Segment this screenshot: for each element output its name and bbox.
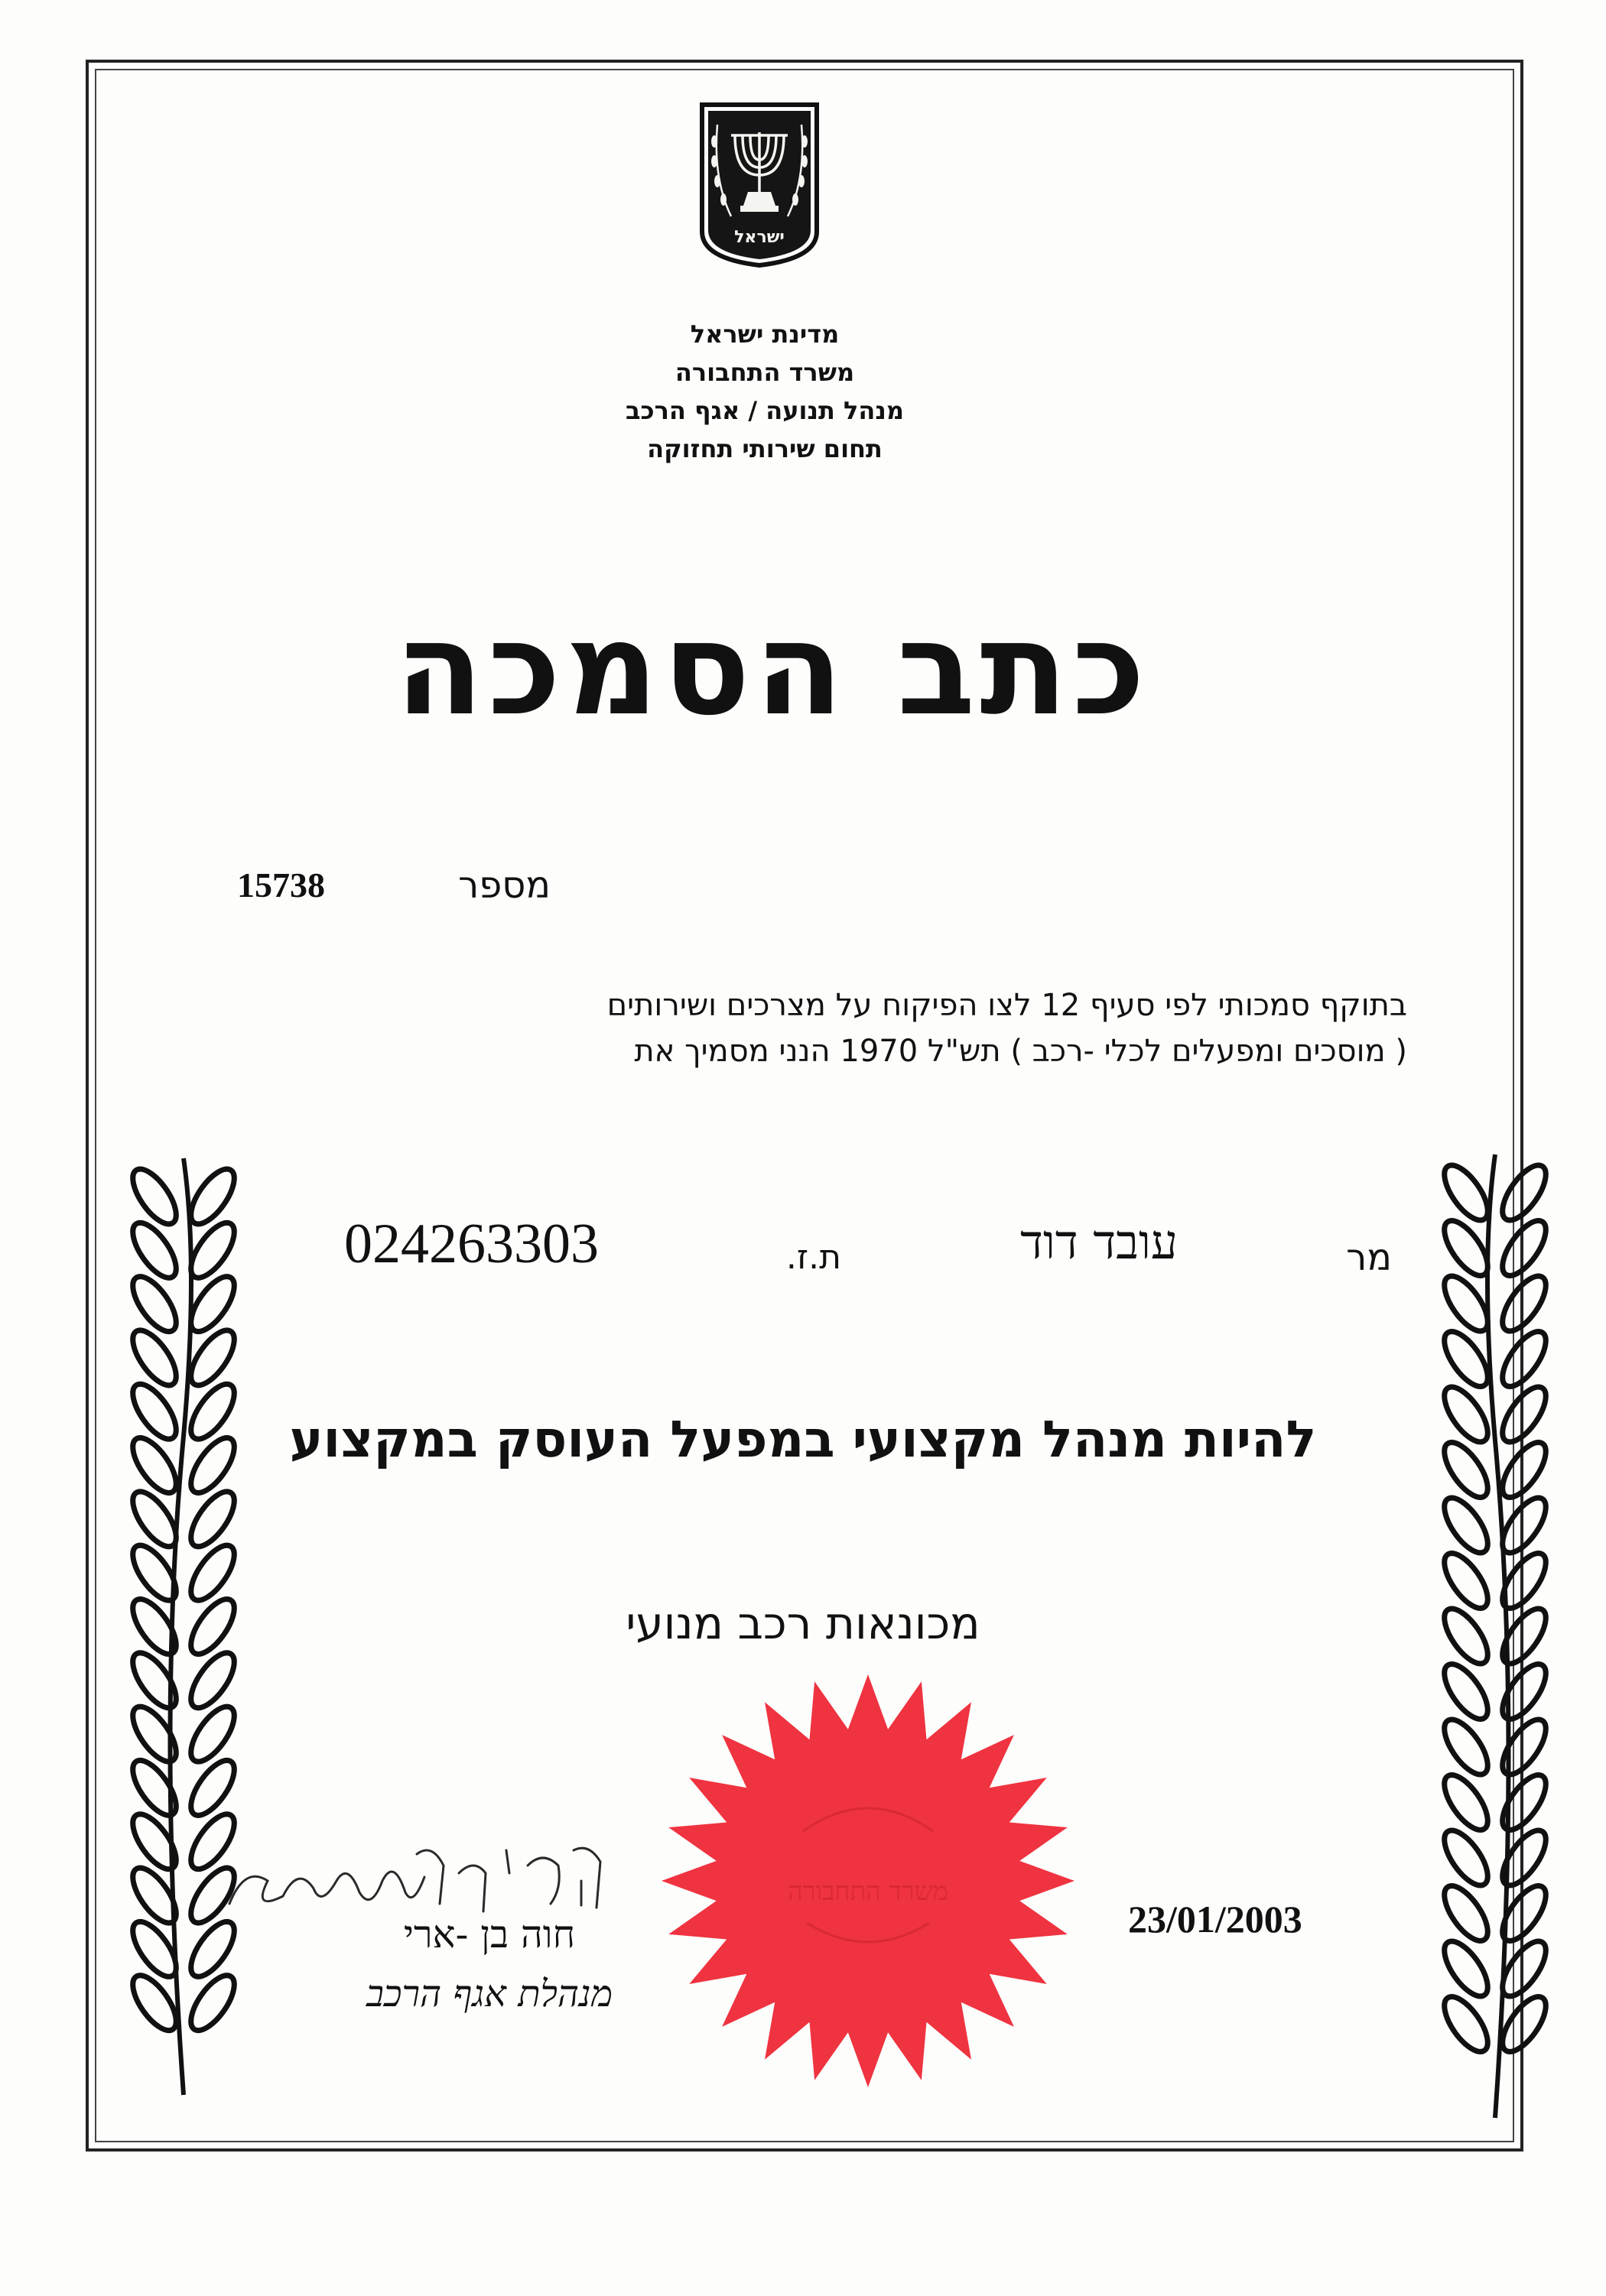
header-line-ministry: משרד התחבורה (675, 358, 855, 387)
olive-leaf (183, 1538, 242, 1606)
issuing-authority (535, 315, 994, 468)
olive-leaf (1494, 1602, 1554, 1670)
olive-leaf (1436, 1380, 1496, 1448)
olive-branch-left-icon (111, 1151, 256, 2103)
olive-leaf (183, 1378, 242, 1446)
olive-leaf (1436, 1658, 1496, 1726)
olive-leaf (1494, 1879, 1554, 1947)
olive-leaf (1436, 1547, 1496, 1615)
olive-leaf (183, 1700, 242, 1768)
olive-leaf (1494, 1158, 1554, 1226)
olive-leaf (125, 1270, 184, 1338)
olive-leaf (1494, 1658, 1554, 1726)
olive-leaf (1494, 1380, 1554, 1448)
olive-leaf (1436, 1602, 1496, 1670)
id-number: 024263303 (344, 1213, 599, 1275)
olive-leaf (1436, 1158, 1496, 1226)
olive-leaf (183, 1754, 242, 1822)
olive-leaf (125, 1754, 184, 1822)
authorization-line: ( מוסכים ומפעלים לכלי -רכב ) תש"ל 1970 הנני מסמיך את (634, 1034, 1407, 1069)
olive-leaf (1494, 1325, 1554, 1393)
license-number-label: מספר (458, 864, 551, 907)
license-number: 15738 (237, 865, 325, 904)
olive-leaf (1436, 1823, 1496, 1892)
state-emblem (697, 102, 821, 268)
signer-name: חוה בן -ארי (403, 1912, 576, 1957)
olive-branch-right-icon (1422, 1147, 1568, 2126)
header-line-department: מנהל תנועה / אגף הרכב (626, 396, 904, 425)
olive-leaf (1494, 1713, 1554, 1781)
olive-leaf (183, 1861, 242, 1929)
olive-leaf (1494, 1768, 1554, 1836)
olive-leaf (183, 1593, 242, 1661)
authorization-line: בתוקף סמכותי לפי סעיף 12 לצו הפיקוח על מצרכים ושירותים (606, 988, 1407, 1023)
olive-leaf (183, 1969, 242, 2037)
olive-leaf (1436, 1713, 1496, 1781)
olive-leaf (183, 1485, 242, 1553)
olive-leaf (1494, 1823, 1554, 1892)
olive-leaf (1436, 1879, 1496, 1947)
olive-leaf (125, 1431, 184, 1499)
header-line-state: מדינת ישראל (690, 320, 840, 349)
certificate-title: כתב הסמכה (395, 594, 1150, 744)
role-statement: להיות מנהל מקצועי במפעל העוסק במקצוע (289, 1410, 1317, 1469)
olive-leaf (1436, 1990, 1496, 2058)
holder-name: עובד דוד (1020, 1214, 1178, 1270)
profession: מכונאות רכב מנועי (626, 1597, 980, 1649)
olive-leaf (183, 1915, 242, 1983)
emblem-label: ישראל (734, 228, 785, 247)
olive-leaf (1494, 1436, 1554, 1504)
header-line-division: תחום שירותי תחזוקה (647, 434, 883, 463)
olive-leaf (183, 1431, 242, 1499)
olive-leaf (125, 1323, 184, 1392)
olive-leaf (125, 1216, 184, 1284)
seal-embossed-text: משרד התחבורה (788, 1876, 948, 1907)
olive-leaf (1436, 1491, 1496, 1559)
signer-title: מנהלת אגף הרכב (366, 1973, 613, 2015)
olive-leaf (183, 1807, 242, 1875)
olive-leaf (1436, 1768, 1496, 1836)
olive-leaf (183, 1646, 242, 1714)
honorific-label: מר (1346, 1236, 1392, 1279)
red-seal (650, 1671, 1086, 2099)
olive-leaf (125, 1807, 184, 1875)
authorization-paragraph (398, 982, 1407, 1074)
olive-leaf (125, 1378, 184, 1446)
olive-leaf (125, 1593, 184, 1661)
olive-leaf (1494, 1214, 1554, 1282)
olive-leaf (125, 1162, 184, 1230)
olive-leaf (125, 1700, 184, 1768)
id-label: ת.ז. (785, 1238, 841, 1277)
issue-date: 23/01/2003 (1128, 1898, 1302, 1940)
olive-leaf (1436, 1436, 1496, 1504)
olive-leaf (125, 1646, 184, 1714)
olive-leaf (1494, 1269, 1554, 1337)
olive-leaf (1436, 1934, 1496, 2002)
olive-leaf (183, 1162, 242, 1230)
olive-leaf (125, 1861, 184, 1929)
